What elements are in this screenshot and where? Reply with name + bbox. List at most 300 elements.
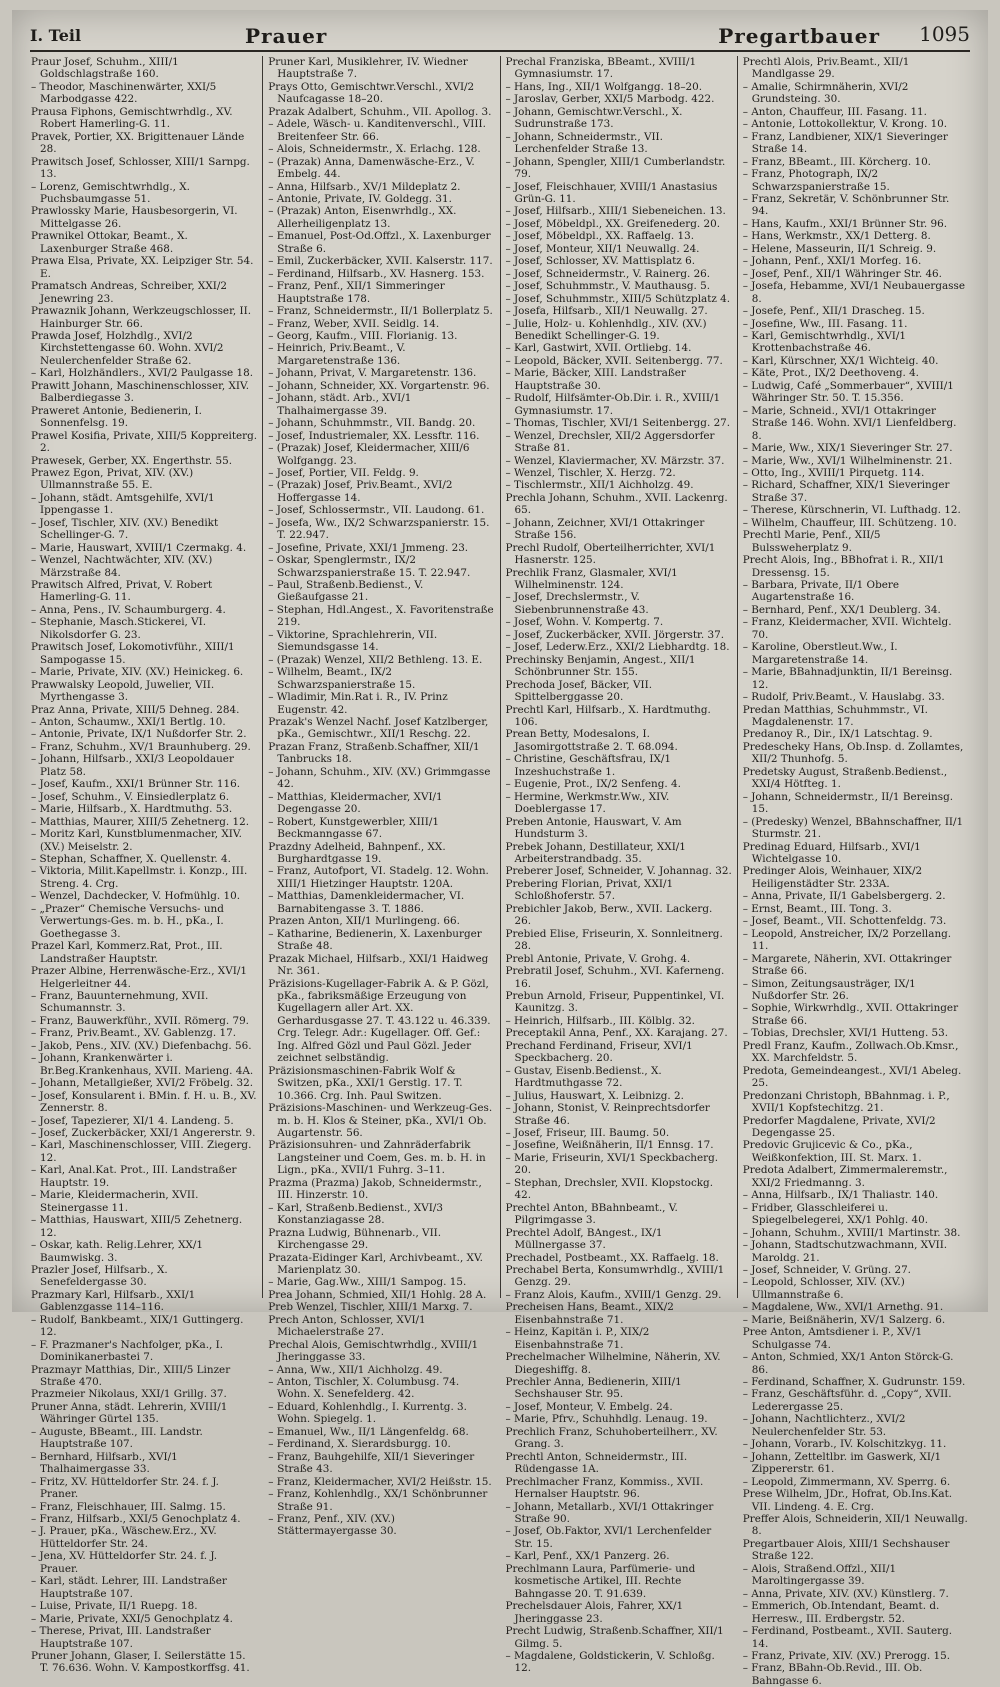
directory-entry: Prazna Ludwig, Bühnenarb., VII. Kirchengasse 29.: [268, 1226, 442, 1252]
directory-entry: – Josefa, Hebamme, XVI/1 Neubauergasse 8.: [742, 280, 965, 305]
directory-entry: – Matthias, Damenkleidermacher, VI. Barnabitengasse 3. T. 1886.: [268, 890, 465, 915]
directory-entry: Predanoy R., Dir., IX/1 Latschtag. 9.: [742, 728, 933, 741]
directory-entry: – Margarete, Näherin, XVI. Ottakringer Straße 66.: [742, 952, 952, 978]
directory-entry: – Josef, Monteur, XII/1 Neuwallg. 24.: [505, 242, 700, 255]
directory-entry: – Marie, Ww., XVI/1 Wilhelminenstr. 21.: [742, 454, 953, 467]
directory-entry: – Oskar, kath. Relig.Lehrer, XX/1 Baumwiskg. 3.: [31, 1239, 204, 1264]
directory-entry: – Stephan, Hdl.Angest., X. Favoritenstraße 219.: [268, 603, 494, 629]
directory-entry: – Käte, Prot., IX/2 Deethoveng. 4.: [742, 367, 919, 380]
directory-entry: – Therese, Privat, III. Landstraßer Hauptstraße 107.: [31, 1625, 211, 1650]
directory-entry: – Thomas, Tischler, XVI/1 Seitenbergg. 27.: [505, 417, 731, 430]
directory-entry: – Magdalene, Goldstickerin, V. Schloßg. 12.: [505, 1650, 715, 1675]
directory-entry: – Marie, Gag.Ww., XIII/1 Sampog. 15.: [268, 1276, 467, 1289]
directory-entry: – Josef, Wohn. V. Kompertg. 7.: [505, 616, 664, 629]
directory-entry: Pruner Anna, städt. Lehrerin, XVIII/1 Währinger Gürtel 135.: [31, 1400, 228, 1426]
directory-entry: – Stephan, Drechsler, XVII. Klopstockg. 42.: [505, 1176, 714, 1202]
directory-entry: Prechlik Franz, Glasmaler, XVI/1 Wilhelminenstr. 124.: [505, 566, 678, 592]
directory-entry: – Jakob, Pens., XIV. (XV.) Diefenbachg. 56.: [31, 1039, 252, 1052]
directory-entry: – Alois, Straßend.Offzl., XII/1 Maroltingergasse 39.: [742, 1562, 897, 1588]
directory-entry: – Marie, Private, XIV. (XV.) Heinickeg. 6.: [31, 666, 244, 679]
directory-entry: Prazak Adalbert, Schuhm., VII. Apollog. 3.: [268, 105, 492, 118]
directory-entry: – Josefa, Hilfsarb., XII/1 Neuwallg. 27.: [505, 305, 708, 318]
directory-entry: – Katharine, Bedienerin, X. Laxenburger Straße 48.: [268, 927, 482, 953]
directory-entry: – Marie, Hauswart, XVIII/1 Czermakg. 4.: [31, 541, 247, 554]
directory-entry: Prawda Josef, Holzhdlg., XVI/2 Kirchstettengasse 60. Wohn. XVI/2 Neulerchenfelder Straße 62.: [31, 329, 224, 367]
directory-entry: Prechlich Franz, Schuhoberteilherr., XV. Grang. 3.: [505, 1425, 718, 1451]
directory-entry: – Josef, Portier, VII. Feldg. 9.: [268, 466, 419, 479]
directory-entry: Pruner Karl, Musiklehrer, IV. Wiedner Hauptstraße 7.: [268, 56, 468, 81]
directory-entry: – Antonie, Private, IV. Goldegg. 31.: [268, 192, 452, 205]
directory-entry: Prawitt Johann, Maschinenschlosser, XIV. Balberdiegasse 3.: [31, 379, 250, 405]
directory-entry: Pregartbauer Alois, XIII/1 Sechshauser Straße 122.: [742, 1537, 950, 1563]
directory-entry: Präzisions-Kugellager-Fabrik A. & P. Gözl, pKa., fabriksmäßige Erzeugung von Kugellagern aller Art. XX. Gerhardusgasse 27. T. 43.122 u. 46.339. Crg. Telegr. Adr.: Kugellager. Off. Gef.: Ing. Alfred Gözl und Paul Gözl. Jeder zeichnet selbständig.: [268, 977, 491, 1065]
directory-entry: – Johann, Schneider, XX. Vorgartenstr. 96.: [268, 379, 490, 392]
directory-entry: – Heinrich, Priv.Beamt., V. Margaretenstraße 136.: [268, 342, 406, 367]
directory-entry: – Christine, Geschäftsfrau, IX/1 Inzeshuchstraße 1.: [505, 753, 671, 778]
directory-entry: Praweret Antonie, Bedienerin, I. Sonnenfelsg. 19.: [31, 404, 202, 430]
directory-entry: – Karoline, Oberstleut.Ww., I. Margaretenstraße 14.: [742, 641, 898, 666]
directory-entry: Prechelsdauer Alois, Fahrer, XX/1 Jheringgasse 23.: [505, 1600, 684, 1625]
directory-entry: Predescheky Hans, Ob.Insp. d. Zollamtes, XII/2 Thunhofg. 5.: [742, 740, 964, 766]
directory-entry: – Emmerich, Ob.Intendant, Beamt. d. Herresw., III. Erdbergstr. 52.: [742, 1600, 940, 1625]
directory-entry: – Bernhard, Hilfsarb., XVI/1 Thalhaimergasse 33.: [31, 1450, 178, 1476]
directory-entry: – Josef, Möbeldpl., XX. Greifenederg. 20.: [505, 217, 721, 230]
directory-entry: – Franz, BBeamt., III. Körcherg. 10.: [742, 155, 931, 168]
directory-entry: – Johann, Vorarb., IV. Kolschitzkyg. 11.: [742, 1438, 947, 1451]
directory-entry: – Johann, Schuhmmstr., VII. Bandg. 20.: [268, 417, 476, 430]
directory-entry: Prebratil Josef, Schuhm., XVI. Kaferneng. 16.: [505, 965, 725, 990]
directory-entry: Prawez Egon, Privat, XIV. (XV.) Ullmannstraße 55. E.: [31, 466, 194, 492]
directory-entry: – Franz, BBahn-Ob.Revid., III. Ob. Bahngasse 6.: [742, 1662, 923, 1687]
directory-entry: – Wladimir, Min.Rat i. R., IV. Prinz Eugenstr. 42.: [268, 691, 448, 716]
directory-entry: – Adele, Wäsch- u. Kanditenverschl., VIII. Breitenfeer Str. 66.: [268, 118, 486, 143]
directory-entry: – Franz, Kohlenhdlg., XX/1 Schönbrunner Straße 91.: [268, 1488, 488, 1513]
directory-entry: – Johann, Stonist, V. Reinprechtsdorfer Straße 46.: [505, 1102, 710, 1127]
directory-entry: Praur Josef, Schuhm., XIII/1 Goldschlagstraße 160.: [31, 56, 179, 81]
directory-entry: Predinger Alois, Weinhauer, XIX/2 Heiligenstädter Str. 233A.: [742, 865, 923, 890]
directory-entry: – Theodor, Maschinenwärter, XXI/5 Marbodgasse 422.: [31, 80, 217, 106]
left-guide-word: Prauer: [245, 24, 328, 48]
directory-entry: – Rudolf, Priv.Beamt., V. Hauslabg. 33.: [742, 691, 945, 704]
directory-entry: – Julius, Hauswart, X. Leibnizg. 2.: [505, 1089, 684, 1102]
directory-entry: – Viktorine, Sprachlehrerin, VII. Siemundsgasse 14.: [268, 628, 438, 654]
directory-entry: Praz Anna, Private, XIII/5 Dehneg. 284.: [31, 703, 240, 716]
directory-entry: Prebichler Jakob, Berw., XVII. Lackerg. 26.: [505, 902, 713, 928]
directory-entry: – Antonie, Lottokollektur, V. Krong. 10.: [742, 118, 948, 131]
directory-entry: Pravek, Portier, XX. Brigittenauer Lände 28.: [31, 130, 245, 156]
directory-entry: – Franz, Schuhm., XV/1 Braunhuberg. 29.: [31, 740, 251, 753]
directory-entry: – Josefe, Penf., XII/1 Drascheg. 15.: [742, 305, 925, 318]
directory-entry: Prebun Arnold, Friseur, Puppentinkel, VI. Kaunitzg. 3.: [505, 989, 725, 1015]
directory-entry: – Paul, Straßenb.Bedienst., V. Gießaufgasse 21.: [268, 579, 424, 604]
directory-entry: – Ernst, Beamt., III. Tong. 3.: [742, 902, 892, 915]
directory-entry: – Gustav, Eisenb.Bedienst., X. Hardtmuthgasse 72.: [505, 1064, 662, 1090]
directory-entry: – Ferdinand, Postbeamt., XVII. Sauterg. 14.: [742, 1625, 953, 1650]
directory-entry: – Josef, Schlosser, XV. Mattisplatz 6.: [505, 255, 695, 268]
directory-entry: – Leopold, Anstreicher, IX/2 Porzellang. 11.: [742, 927, 952, 953]
directory-entry: – Jena, XV. Hütteldorfer Str. 24. f. J. Prauer.: [31, 1550, 218, 1575]
directory-entry: – Emanuel, Ww., II/1 Längenfeldg. 68.: [268, 1425, 469, 1438]
directory-entry: Predota Adalbert, Zimmermaleremstr., XXI/2 Friedmanng. 3.: [742, 1164, 948, 1189]
directory-entry: Predovic Grujicevic & Co., pKa., Weißkonfektion, III. St. Marx. 1.: [742, 1139, 922, 1164]
directory-entry: Preben Antonie, Hauswart, V. Am Hundsturm 3.: [505, 815, 682, 841]
directory-entry: Predota, Gemeindeangest., XVI/1 Abeleg. 25.: [742, 1064, 962, 1090]
directory-entry: Prazmary Karl, Hilfsarb., XXI/1 Gablenzgasse 114–116.: [31, 1288, 196, 1314]
directory-entry: – Hans, Werkmstr., XX/1 Detterg. 8.: [742, 230, 931, 243]
directory-entry: Prawlossky Marie, Hausbesorgerin, VI. Mittelgasse 26.: [31, 205, 238, 230]
directory-entry: – Karl, Gemischtwrhdlg., XVI/1 Krottenbachstraße 46.: [742, 329, 906, 355]
directory-entry: – Johann, Nachtlichterz., XVI/2 Neulerchenfelder Str. 53.: [742, 1413, 906, 1438]
directory-entry: – Marie, BBahnadjunktin, II/1 Bereinsg. 12.: [742, 666, 953, 691]
directory-entry: – Leopold, Bäcker, XVII. Seitenbergg. 77.: [505, 354, 723, 367]
directory-entry: – Franz, Autofport, VI. Stadelg. 12. Wohn. XIII/1 Hietzinger Hauptstr. 120A.: [268, 865, 489, 890]
directory-entry: – Josef, Zuckerbäcker, XXI/1 Angererstr. 9.: [31, 1126, 256, 1139]
directory-entry: – Oskar, Spenglermstr., IX/2 Schwarzspanierstraße 15. T. 22.947.: [268, 554, 471, 579]
directory-entry: – Josef, Schneider, V. Grüng. 27.: [742, 1263, 911, 1276]
directory-entry: – Franz, Sekretär, V. Schönbrunner Str. 94.: [742, 192, 950, 218]
directory-entry: – Eduard, Kohlenhdlg., I. Kurrentg. 3. Wohn. Spiegelg. 1.: [268, 1400, 467, 1426]
directory-entry: – Josef, Lederw.Erz., XXI/2 Liebhardtg. 18.: [505, 641, 730, 654]
directory-entry: – Helene, Masseurin, II/1 Schreig. 9.: [742, 242, 937, 255]
directory-entry: – „Prazer“ Chemische Versuchs- und Verwertungs-Ges. m. b. H., pKa., I. Goethegasse 3.: [31, 902, 224, 940]
directory-entry: – Karl, Maschinenschlosser, VIII. Ziegerg. 12.: [31, 1139, 252, 1164]
directory-entry: – Franz, Fleischhauer, III. Salmg. 15.: [31, 1500, 226, 1513]
directory-entry: Präzisions-Maschinen- und Werkzeug-Ges. m. b. H. Klos & Steiner, pKa., XVI/1 Ob. Augartenstr. 56.: [268, 1102, 493, 1139]
directory-entry: – Johann, Metallgießer, XVI/2 Fröbelg. 32.: [31, 1077, 254, 1090]
directory-entry: – Hans, Kaufm., XXI/1 Brünner Str. 96.: [742, 217, 948, 230]
directory-entry: – Franz, Bauhgehilfe, XII/1 Sieveringer Straße 43.: [268, 1450, 475, 1476]
column-4: [738, 56, 974, 1687]
page-number: 1095: [919, 22, 970, 46]
directory-entry: – Johann, Penf., XXI/1 Morfeg. 16.: [742, 255, 922, 268]
directory-entry: Pruner Johann, Glaser, I. Seilerstätte 15. T. 76.636. Wohn. V. Kampostkorffsg. 41.: [31, 1650, 250, 1675]
directory-entry: Predan Matthias, Schuhmmstr., VI. Magdalenenstr. 17.: [742, 703, 928, 729]
directory-entry: Prawa Elsa, Private, XX. Leipziger Str. 54. E.: [31, 255, 254, 280]
directory-entry: – Josef, Möbeldpl., XX. Raffaelg. 13.: [505, 230, 695, 243]
directory-entry: – Johann, Hilfsarb., XXI/3 Leopoldauer Platz 58.: [31, 753, 234, 778]
directory-entry: Prazdny Adelheid, Bahnpenf., XX. Burghardtgasse 19.: [268, 840, 446, 865]
directory-entry: – Josef, Fleischhauer, XVIII/1 Anastasius Grün-G. 11.: [505, 180, 718, 205]
directory-entry: Prechelmacher Wilhelmine, Näherin, XV. Diegeshiffg. 8.: [505, 1351, 721, 1376]
directory-entry: – Julie, Holz- u. Kohlenhdlg., XIV. (XV.) Benedikt Schellinger-G. 19.: [505, 317, 707, 342]
directory-entry: Prazen Anton, XII/1 Murlingeng. 66.: [268, 915, 460, 928]
directory-entry: – Franz, Kleidermacher, XVI/2 Heißstr. 15.: [268, 1475, 492, 1488]
directory-entry: Prechal Franziska, BBeamt., XVIII/1 Gymnasiumstr. 17.: [505, 56, 697, 81]
directory-entry: – Wenzel, Dachdecker, V. Hofmühlg. 10.: [31, 890, 241, 903]
directory-entry: – Josef, Tapezierer, XI/1 4. Landeng. 5.: [31, 1114, 234, 1127]
directory-entry: – Josef, Friseur, III. Baumg. 50.: [505, 1126, 670, 1139]
directory-entry: – Eugenie, Prot., IX/2 Senfeng. 4.: [505, 778, 681, 791]
directory-entry: – Johann, Krankenwärter i. Br.Beg.Krankenhaus, XVII. Marieng. 4A.: [31, 1052, 254, 1077]
directory-entry: Prechinsky Benjamin, Angest., XII/1 Schönbrunner Str. 155.: [505, 653, 696, 679]
directory-entry: – Johann, Gemischtwr.Verschl., X. Sudrunstraße 173.: [505, 105, 683, 131]
directory-entry: – Marie, Schneid., XVI/1 Ottakringer Straße 146. Wohn. XVI/1 Lienfeldberg. 8.: [742, 404, 957, 442]
directory-entry: – Josef, Schlossermstr., VII. Laudong. 61.: [268, 504, 485, 517]
directory-entry: Preb Wenzel, Tischler, XIII/1 Marxg. 7.: [268, 1301, 473, 1314]
directory-entry: Prazak's Wenzel Nachf. Josef Katzlberger, pKa., Gemischtwr., XII/1 Reschg. 22.: [268, 716, 489, 741]
directory-entry: Prazma (Prazma) Jakob, Schneidermstr., III. Hinzerstr. 10.: [268, 1176, 482, 1202]
directory-entry: – Franz, Landbiener, XIX/1 Sieveringer Straße 14.: [742, 130, 948, 156]
directory-entry: – Karl, Holzhändlers., XVI/2 Paulgasse 18.: [31, 367, 254, 380]
directory-entry: – Wenzel, Drechsler, XII/2 Aggersdorfer Straße 81.: [505, 429, 715, 455]
directory-entry: Prays Otto, Gemischtwr.Verschl., XVI/2 Naufcagasse 18–20.: [268, 80, 475, 106]
directory-entry: – Hans, Ing., XII/1 Wolfgangg. 18–20.: [505, 80, 703, 93]
directory-entry: – Franz, Bauunternehmung, XVII. Schumannstr. 3.: [31, 989, 209, 1015]
directory-entry: Predl Franz, Kaufm., Zollwach.Ob.Kmsr., XX. Marchfeldstr. 5.: [742, 1039, 959, 1065]
directory-entry: – Josef, Industriemaler, XX. Lessftr. 116.: [268, 429, 480, 442]
directory-entry: – Magdalene, Ww., XVI/1 Arnethg. 91.: [742, 1301, 944, 1314]
directory-entry: – Josef, Schneidermstr., V. Rainerg. 26.: [505, 267, 711, 280]
directory-entry: – Marie, Private, XXI/5 Genochplatz 4.: [31, 1612, 233, 1625]
directory-entry: – Marie, Ww., XIX/1 Sieveringer Str. 27.: [742, 442, 953, 455]
directory-entry: – Franz, Penf., XII/1 Simmeringer Hauptstraße 178.: [268, 280, 445, 305]
directory-entry: Prebied Elise, Friseurin, X. Sonnleitnerg. 28.: [505, 927, 723, 953]
directory-entry: – Wenzel, Klaviermacher, XV. Märzstr. 37.: [505, 454, 725, 467]
directory-entry: Prawitsch Josef, Lokomotivführ., XIII/1 Sampogasse 15.: [31, 641, 235, 666]
directory-entry: Prechabel Berta, Konsumwrhdlg., XVIII/1 Genzg. 29.: [505, 1263, 725, 1289]
directory-entry: – Josef, Monteur, V. Embelg. 24.: [505, 1400, 673, 1413]
directory-entry: Präzisionsmaschinen-Fabrik Wolf & Switzen, pKa., XXI/1 Gerstlg. 17. T. 10.366. Crg. Inh. Paul Switzen.: [268, 1064, 463, 1102]
directory-entry: – Josef, Drechslermstr., V. Siebenbrunnenstraße 43.: [505, 591, 649, 616]
directory-entry: – Heinrich, Hilfsarb., III. Kölblg. 32.: [505, 1014, 695, 1027]
directory-entry: – Johann, städt. Arb., XVI/1 Thalhaimergasse 39.: [268, 392, 412, 417]
directory-entry: Prawitsch Alfred, Privat, V. Robert Hamerling-G. 11.: [31, 579, 213, 604]
directory-entry: – Wenzel, Nachtwächter, XIV. (XV.) Märzstraße 84.: [31, 554, 213, 579]
directory-entry: Prea Johann, Schmied, XII/1 Hohlg. 28 A.: [268, 1288, 487, 1301]
directory-entry: – Josef, Penf., XII/1 Währinger Str. 46.: [742, 267, 942, 280]
directory-entry: Prawesek, Gerber, XX. Engerthstr. 55.: [31, 454, 233, 467]
directory-entry: – Johann, Schuhm., XVIII/1 Martinstr. 38.: [742, 1226, 961, 1239]
directory-entry: Prawaznik Johann, Werkzeugschlosser, II. Hainburger Str. 66.: [31, 305, 252, 330]
directory-entry: – Johann, städt. Amtsgehilfe, XVI/1 Ippengasse 1.: [31, 491, 215, 517]
directory-entry: – Antonie, Private, IX/1 Nußdorfer Str. 2.: [31, 728, 247, 741]
directory-entry: – Karl, Straßenb.Bedienst., XVI/3 Konstanziagasse 28.: [268, 1201, 443, 1227]
directory-entry: – Josef, Tischler, XIV. (XV.) Benedikt Schellinger-G. 7.: [31, 516, 219, 542]
directory-entry: Prechand Ferdinand, Friseur, XVI/1 Speckbacherg. 20.: [505, 1039, 693, 1065]
directory-entry: – Josef, Schuhm., V. Einsiedlerplatz 6.: [31, 790, 230, 803]
directory-entry: – Josefine, Ww., III. Fasang. 11.: [742, 317, 908, 330]
directory-entry: – Franz, Geschäftsführ. d. „Copy“, XVII. Lederergasse 25.: [742, 1388, 952, 1413]
directory-entry: – Marie, Kleidermacherin, XVII. Steinergasse 11.: [31, 1189, 199, 1214]
directory-entry: – Sophie, Wirkwrhdlg., XVII. Ottakringer Straße 66.: [742, 1002, 959, 1027]
directory-entry: – Josef, Konsularent i. BMin. f. H. u. B., XV. Zennerstr. 8.: [31, 1089, 257, 1115]
right-guide-word: Pregartbauer: [718, 24, 880, 48]
directory-entry: – Johann, Zeichner, XVI/1 Ottakringer Straße 156.: [505, 516, 705, 542]
directory-entry: – Josef, Hilfsarb., XIII/1 Siebeneichen. 13.: [505, 205, 726, 218]
directory-entry: – Richard, Schaffner, XIX/1 Sieveringer Straße 37.: [742, 479, 950, 504]
directory-entry: Prawwalsky Leopold, Juwelier, VII. Myrthengasse 3.: [31, 678, 215, 704]
directory-entry: – Moritz Karl, Kunstblumenmacher, XIV. (XV.) Meiselstr. 2.: [31, 828, 242, 853]
directory-entry: Prechler Anna, Bedienerin, XIII/1 Sechshauser Str. 95.: [505, 1376, 682, 1401]
directory-entry: – Johann, Schuhm., XIV. (XV.) Grimmgasse 42.: [268, 765, 491, 791]
directory-entry: Prawnikel Ottokar, Beamt., X. Laxenburger Straße 468.: [31, 230, 188, 255]
directory-entry: – Johann, Zetteltlbr. im Gaswerk, XI/1 Zippererstr. 61.: [742, 1450, 942, 1476]
directory-entry: – Anna, Ww., XII/1 Aichholzg. 49.: [268, 1363, 443, 1376]
directory-entry: – Franz Alois, Kaufm., XVIII/1 Genzg. 29.: [505, 1288, 722, 1301]
directory-entry: Prazmayr Matthias, Dir., XIII/5 Linzer Straße 470.: [31, 1363, 231, 1389]
directory-entry: – Josefa, Ww., IX/2 Schwarzspanierstr. 15. T. 22.947.: [268, 516, 490, 542]
directory-entry: – Anna, Private, XIV. (XV.) Künstlerg. 7.: [742, 1587, 949, 1600]
directory-entry: Prechoda Josef, Bäcker, VII. Spittelberggasse 20.: [505, 678, 653, 704]
directory-entry: – Ferdinand, X. Sierardsburgg. 10.: [268, 1438, 451, 1451]
directory-entry: – Heinz, Kapitän i. P., XIX/2 Eisenbahnstraße 71.: [505, 1326, 650, 1351]
directory-entry: Prechl Rudolf, Oberteilherrichter, XVI/1 Hasnerstr. 125.: [505, 541, 716, 567]
directory-entry: – Anna, Hilfsarb., XV/1 Mildeplatz 2.: [268, 180, 461, 193]
directory-entry: – Emanuel, Post-Od.Offzl., X. Laxenburger Straße 6.: [268, 230, 491, 255]
directory-entry: – Marie, Bäcker, XIII. Landstraßer Hauptstraße 30.: [505, 367, 686, 392]
directory-entry: Prechtl Marie, Penf., XII/5 Bulssweherplatz 9.: [742, 529, 881, 554]
directory-entry: – Josef, Ob.Faktor, XVI/1 Lerchenfelder Str. 15.: [505, 1525, 712, 1550]
directory-entry: – Anna, Private, II/1 Gabelsbergerg. 2.: [742, 890, 946, 903]
directory-entry: – Matthias, Hauswart, XIII/5 Zehetnerg. 12.: [31, 1214, 243, 1239]
directory-entry: – Karl, Penf., XX/1 Panzerg. 26.: [505, 1550, 670, 1563]
directory-entry: Präzisionsuhren- und Zahnräderfabrik Langsteiner und Coem, Ges. m. b. H. in Lign., pKa., XVII/1 Fuhrg. 3–11.: [268, 1139, 486, 1177]
column-1: [26, 56, 263, 1675]
directory-entry: – Franz, Private, XIV. (XV.) Prerogg. 15.: [742, 1650, 951, 1662]
directory-entry: Prean Betty, Modesalons, I. Jasomirgottstraße 2. T. 68.094.: [505, 728, 678, 753]
directory-entry: Prawitsch Josef, Schlosser, XIII/1 Sarnpg. 13.: [31, 155, 250, 181]
directory-entry: – (Prazak) Josef, Kleidermacher, XIII/6 Wolfgangg. 23.: [268, 442, 470, 467]
directory-entry: – Tischlermstr., XII/1 Aichholzg. 49.: [505, 479, 694, 492]
directory-entry: Prebl Antonie, Private, V. Grohg. 4.: [505, 952, 691, 965]
directory-entry: Preceptakil Anna, Penf., XX. Karajang. 27.: [505, 1027, 728, 1040]
directory-entry: Prazak Michael, Hilfsarb., XXI/1 Haidweg Nr. 361.: [268, 952, 489, 978]
directory-entry: – Anton, Schaumw., XXI/1 Bertlg. 10.: [31, 716, 226, 729]
directory-page: [12, 10, 988, 1687]
directory-entry: Prese Wilhelm, JDr., Hofrat, Ob.Ins.Kat. VII. Lindeng. 4. E. Crg.: [742, 1488, 953, 1513]
directory-entry: – Ferdinand, Hilfsarb., XV. Hasnerg. 153.: [268, 267, 485, 280]
directory-entry: Prechtl Karl, Hilfsarb., X. Hardtmuthg. 106.: [505, 703, 711, 729]
directory-entry: – Wilhelm, Chauffeur, III. Schützeng. 10.: [742, 516, 957, 529]
directory-entry: – Stephan, Schaffner, X. Quellenstr. 4.: [31, 853, 231, 865]
directory-entry: – Johann, Schneidermstr., VII. Lerchenfelder Straße 13.: [505, 130, 663, 156]
directory-entry: – Fridber, Glasschleiferei u. Spiegelbelegerei, XX/1 Pohlg. 40.: [742, 1201, 929, 1227]
directory-entry: – Anton, Tischler, X. Columbusg. 74. Wohn. X. Senefelderg. 42.: [268, 1376, 460, 1401]
directory-entry: – Jaroslav, Gerber, XXI/5 Marbodg. 422.: [505, 93, 715, 106]
directory-entry: – Therese, Kürschnerin, VI. Lufthadg. 12.: [742, 504, 961, 517]
directory-entry: – Robert, Kunstgewerbler, XIII/1 Beckmanngasse 67.: [268, 815, 439, 841]
directory-entry: – Marie, Hilfsarb., X. Hardtmuthg. 53.: [31, 803, 233, 816]
directory-entry: – J. Prauer, pKa., Wäschew.Erz., XV. Hütteldorfer Str. 24.: [31, 1525, 217, 1550]
directory-entry: Prazler Josef, Hilfsarb., X. Senefeldergasse 30.: [31, 1263, 168, 1289]
directory-entry: Prechtel Anton, BBahnbeamt., V. Pilgrimgasse 3.: [505, 1201, 678, 1227]
directory-entry: – Wilhelm, Beamt., IX/2 Schwarzspanierstraße 15.: [268, 666, 416, 691]
directory-entry: Predonzani Christoph, BBahnmag. i. P., XVII/1 Kopfstechitzg. 21.: [742, 1089, 950, 1115]
directory-entry: – (Prazak) Anna, Damenwäsche-Erz., V. Embelg. 44.: [268, 155, 475, 181]
directory-entry: – Marie, Beißnäherin, XV/1 Salzerg. 6.: [742, 1313, 946, 1326]
directory-entry: Prazan Franz, Straßenb.Schaffner, XII/1 Tanbrucks 18.: [268, 740, 480, 766]
directory-entry: – Johann, Spengler, XIII/1 Cumberlandstr. 79.: [505, 155, 726, 181]
directory-entry: – Matthias, Maurer, XIII/5 Zehetnerg. 12.: [31, 815, 250, 828]
directory-entry: – Anton, Chauffeur, III. Fasang. 11.: [742, 105, 927, 118]
directory-entry: – Franz, Priv.Beamt., XV. Gablenzg. 17.: [31, 1027, 237, 1040]
directory-entry: Prechadel, Postbeamt., XX. Raffaelg. 18.: [505, 1251, 719, 1264]
directory-entry: – Hermine, Werkmstr.Ww., XIV. Doeblergasse 17.: [505, 790, 670, 816]
section-label: I. Teil: [30, 26, 82, 45]
directory-entry: – Josef, Zuckerbäcker, XVII. Jörgerstr. 37.: [505, 628, 725, 641]
directory-entry: – Ferdinand, Schaffner, X. Gudrunstr. 159.: [742, 1376, 966, 1389]
directory-entry: – Auguste, BBeamt., III. Landstr. Hauptstraße 107.: [31, 1425, 203, 1451]
directory-entry: – Rudolf, Hilfsämter-Ob.Dir. i. R., XVIII/1 Gymnasiumstr. 17.: [505, 392, 721, 417]
directory-entry: – (Predesky) Wenzel, BBahnschaffner, II/1 Sturmstr. 21.: [742, 815, 964, 841]
directory-entry: Prausa Fiphons, Gemischtwrhdlg., XV. Robert Hamerling-G. 11.: [31, 105, 233, 131]
directory-entry: – Georg, Kaufm., VIII. Florianig. 13.: [268, 329, 458, 342]
directory-entry: – Karl, Gastwirt, XVII. Ortliebg. 14.: [505, 342, 692, 355]
directory-entry: – Franz, Schneidermstr., II/1 Bollerplatz 5.: [268, 305, 493, 318]
directory-entry: Prech Anton, Schlosser, XVI/1 Michaelerstraße 27.: [268, 1313, 426, 1339]
directory-entry: Prebek Johann, Destillateur, XXI/1 Arbeiterstrandbadg. 35.: [505, 840, 686, 865]
directory-entry: Predorfer Magdalene, Private, XVI/2 Degengasse 25.: [742, 1114, 936, 1139]
directory-entry: – Josef, Beamt., VII. Schottenfeldg. 73.: [742, 915, 947, 928]
directory-entry: Precht Ludwig, Straßenb.Schaffner, XII/1 Gilmg. 5.: [505, 1625, 724, 1650]
column-2: [263, 56, 500, 1538]
directory-entry: – Franz, Penf., XIV. (XV.) Stättermayergasse 30.: [268, 1513, 397, 1538]
directory-entry: – Lorenz, Gemischtwrhdlg., X. Puchsbaumgasse 51.: [31, 180, 190, 205]
directory-entry: Pree Anton, Amtsdiener i. P., XV/1 Schulgasse 74.: [742, 1326, 923, 1351]
directory-entry: – Ludwig, Café „Sommerbauer“, XVIII/1 Währinger Str. 50. T. 15.356.: [742, 379, 954, 405]
directory-entry: – Fritz, XV. Hütteldorfer Str. 24. f. J. Praner.: [31, 1475, 219, 1501]
directory-entry: – Wenzel, Tischler, X. Herzg. 72.: [505, 466, 676, 479]
directory-entry: Prechtl Alois, Priv.Beamt., XII/1 Mandlgasse 29.: [742, 56, 910, 81]
directory-entry: Precheisen Hans, Beamt., XIX/2 Eisenbahnstraße 71.: [505, 1301, 674, 1326]
directory-entry: – Bernhard, Penf., XX/1 Deublerg. 34.: [742, 603, 941, 616]
directory-entry: – Johann, Schneidermstr., II/1 Bereinsg. 15.: [742, 790, 954, 816]
directory-entry: – Stephanie, Masch.Stickerei, VI. Nikolsdorfer G. 23.: [31, 616, 207, 641]
directory-entry: – Marie, Pfrv., Schuhhdlg. Lenaug. 19.: [505, 1413, 708, 1426]
directory-entry: Prebering Florian, Privat, XXI/1 Schloßhoferstr. 57.: [505, 877, 674, 903]
directory-entry: – Josefine, Private, XXI/1 Jmmeng. 23.: [268, 541, 469, 554]
directory-entry: Prechlmann Laura, Parfümerie- und kosmetische Artikel, III. Rechte Bahngasse 20. T. 91.639.: [505, 1562, 696, 1600]
directory-entry: – (Prazak) Anton, Eisenwrhdlg., XX. Allerheiligenplatz 13.: [268, 205, 457, 230]
directory-entry: – Simon, Zeitungsausträger, IX/1 Nußdorfer Str. 26.: [742, 977, 916, 1002]
directory-entry: – Anton, Schmied, XX/1 Anton Störck-G. 86.: [742, 1351, 954, 1376]
directory-entry: Preberer Josef, Schneider, V. Johannag. 32.: [505, 865, 732, 878]
directory-entry: – Anna, Pens., IV. Schaumburgerg. 4.: [31, 603, 226, 616]
directory-entry: – Josefine, Weißnäherin, II/1 Ennsg. 17.: [505, 1139, 714, 1152]
directory-entry: – Marie, Friseurin, XVI/1 Speckbacherg. 20.: [505, 1151, 719, 1177]
directory-entry: – Karl, städt. Lehrer, III. Landstraßer Hauptstraße 107.: [31, 1575, 227, 1600]
directory-entry: – Barbara, Private, II/1 Obere Augartenstraße 16.: [742, 579, 899, 604]
directory-entry: Preffer Alois, Schneiderin, XII/1 Neuwallg. 8.: [742, 1513, 968, 1538]
directory-entry: Prechla Johann, Schuhm., XVII. Lackenrg. 65.: [505, 491, 728, 517]
directory-entry: – Johann, Metallarb., XVI/1 Ottakringer Straße 90.: [505, 1500, 714, 1526]
directory-entry: – Rudolf, Bankbeamt., XIX/1 Guttingerg. 12.: [31, 1313, 244, 1339]
directory-entry: – Karl, Kürschner, XX/1 Wichteig. 40.: [742, 354, 939, 367]
directory-entry: – Leopold, Zimmermann, XV. Sperrg. 6.: [742, 1475, 951, 1488]
directory-entry: – Josef, Schuhmmstr., XIII/5 Schützplatz 4.: [505, 292, 731, 305]
directory-entry: Prazata-Eidinger Karl, Archivbeamt., XV. Marienplatz 30.: [268, 1251, 483, 1276]
directory-entry: Prazer Albine, Herrenwäsche-Erz., XVI/1 Helgerleitner 44.: [31, 965, 247, 990]
directory-entry: – Karl, Anal.Kat. Prot., III. Landstraßer Hauptstr. 19.: [31, 1164, 237, 1189]
directory-entry: Prechlmacher Franz, Kommiss., XVII. Hernalser Hauptstr. 96.: [505, 1475, 704, 1501]
directory-entry: – Luise, Private, II/1 Ruepg. 18.: [31, 1600, 198, 1613]
directory-entry: Prechtel Adolf, BAngest., IX/1 Müllnergasse 37.: [505, 1226, 663, 1252]
directory-entry: – Otto, Ing., XVIII/1 Pirquetg. 114.: [742, 466, 925, 479]
directory-entry: – Franz, Bauwerkführ., XVII. Römerg. 79.: [31, 1014, 249, 1027]
directory-entry: – Franz, Hilfsarb., XXI/5 Genochplatz 4.: [31, 1513, 241, 1526]
directory-entry: Precht Alois, Ing., BBhofrat i. R., XII/1 Dressensg. 15.: [742, 554, 945, 579]
directory-entry: Prawel Kosifia, Private, XIII/5 Koppreiterg. 2.: [31, 429, 258, 455]
directory-entry: – Anna, Hilfsarb., IX/1 Thaliastr. 140.: [742, 1189, 939, 1202]
directory-entry: – Matthias, Kleidermacher, XVI/1 Degengasse 20.: [268, 790, 443, 816]
directory-entry: – (Prazak) Josef, Priv.Beamt., XVI/2 Hoffergasse 14.: [268, 479, 453, 504]
directory-entry: Prazel Karl, Kommerz.Rat, Prot., III. Landstraßer Hauptstr.: [31, 940, 223, 965]
directory-entry: Predetsky August, Straßenb.Bedienst., XXI/4 Hötfteg. 1.: [742, 765, 948, 791]
directory-entry: – Leopold, Schlosser, XIV. (XV.) Ullmannstraße 6.: [742, 1276, 905, 1301]
directory-entry: – Josef, Kaufm., XXI/1 Brünner Str. 116.: [31, 778, 241, 791]
directory-entry: – Alois, Schneidermstr., X. Erlachg. 128.: [268, 143, 481, 156]
directory-entry: Prechtl Anton, Schneidermstr., III. Rüdengasse 1A.: [505, 1450, 688, 1476]
